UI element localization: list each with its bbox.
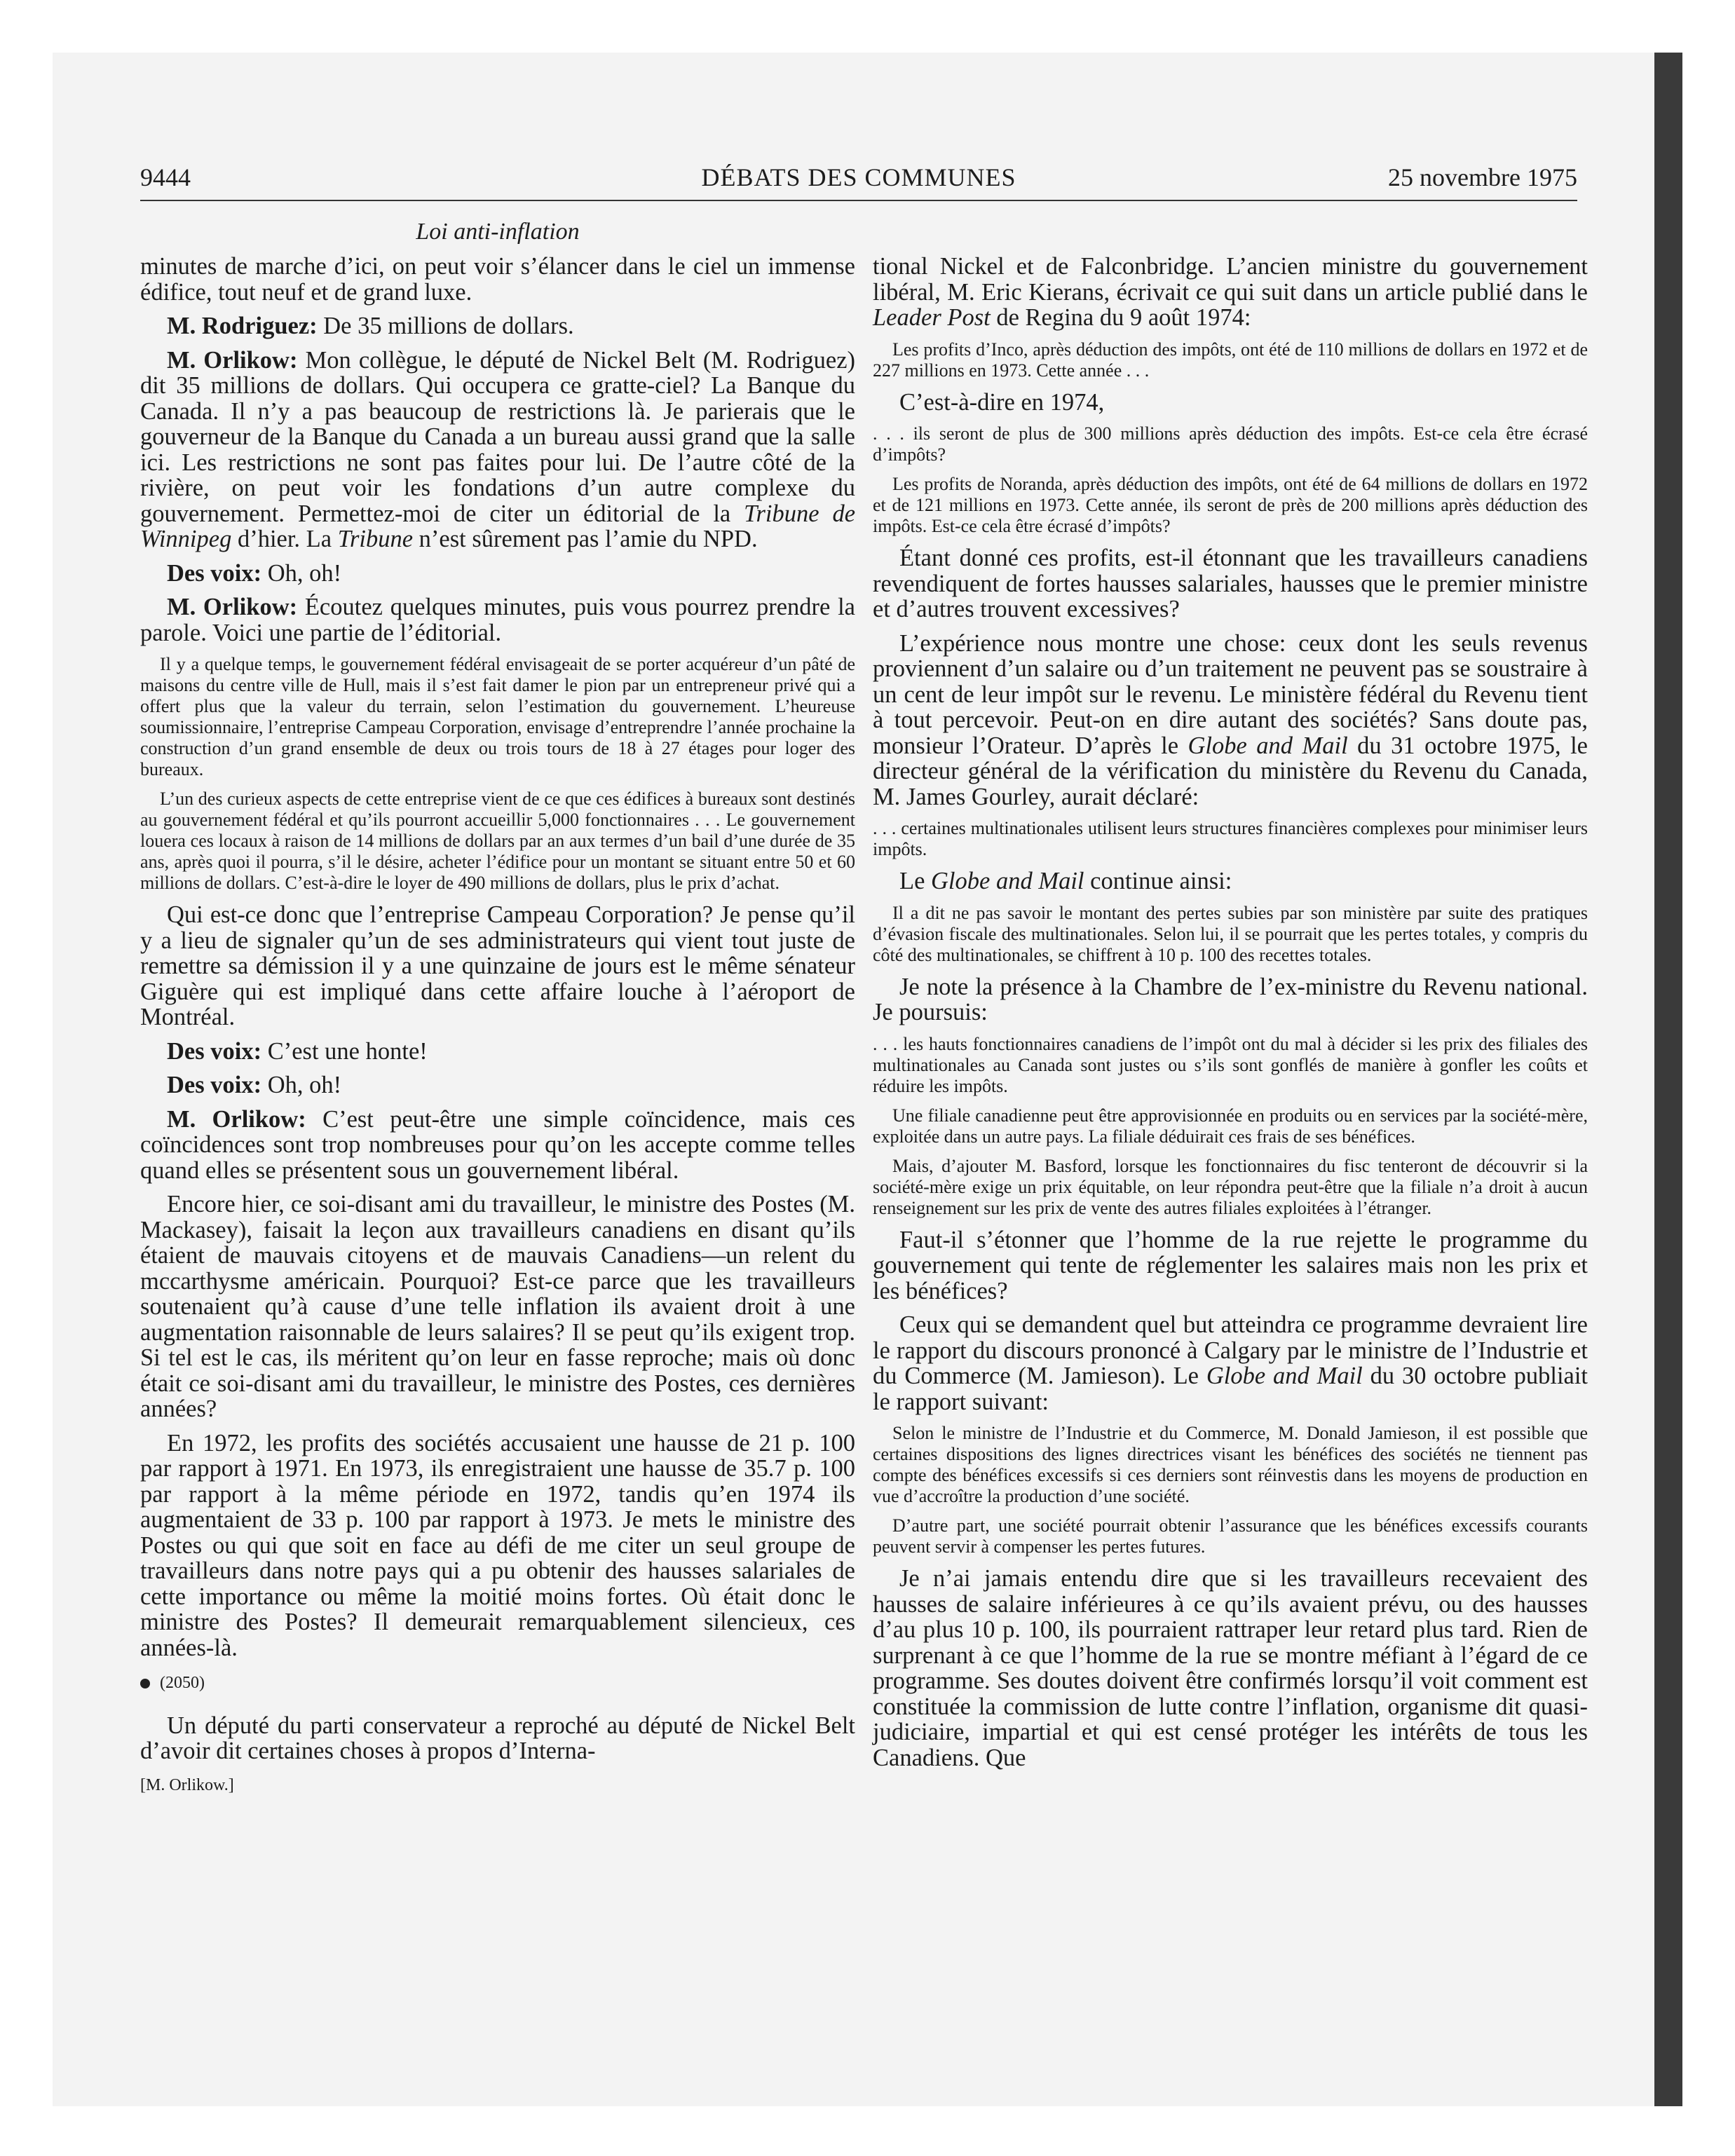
- paragraph: minutes de marche d’ici, on peut voir s’élancer dans le ciel un immense édifice, tout neuf et de grand luxe.: [140, 253, 855, 306]
- speech: [140, 1107, 855, 1184]
- speaker-name: M. Orlikow:: [167, 1105, 306, 1133]
- speech-text: Oh, oh!: [267, 1072, 342, 1098]
- quotation: L’un des curieux aspects de cette entreprise vient de ce que ces édifices à bureaux sont destinés au gouvernement fédéral et qu’ils pourront accueillir 5,000 fonctionnaires . . . Le gouvernement louera ces locaux à raison de 14 millions de dollars par an aux termes d’un bail d’une durée de 35 ans, après quoi il pourra, s’il le désire, acheter l’édifice pour un montant se situant entre 50 et 60 millions de dollars. C’est-à-dire le loyer de 490 millions de dollars, plus le prix d’achat.: [140, 789, 855, 893]
- speaker-name: Des voix:: [167, 1037, 262, 1065]
- paragraph-text: Le: [899, 868, 925, 894]
- page-number: 9444: [140, 163, 191, 191]
- speaker-attribution: [M. Orlikow.]: [140, 1775, 234, 1794]
- italic-title: Tribune de Winnipeg: [140, 500, 856, 552]
- scan-edge-shadow: [1654, 53, 1682, 2106]
- paragraph: [873, 1312, 1588, 1414]
- paragraph-text: L’expérience nous montre une chose: ceux dont les seuls revenus proviennent d’un salaire ou d’un traitement ne peuvent pas se soustraire à un cent de leur impôt sur le revenu. Le ministère fédéral du Revenu tient à tout percevoir. Peut-on en dire autant des sociétés? Sans doute pas, monsieur l’Orateur. D’après le: [873, 629, 1588, 759]
- paragraph: Qui est-ce donc que l’entreprise Campeau Corporation? Je pense qu’il y a lieu de signaler qu’un de ses administrateurs qui vient tout juste de remettre sa démission il y a une quinzaine de jours est le même sénateur Giguère qui est impliqué dans cette affaire louche à l’aéroport de Montréal.: [140, 901, 855, 1030]
- publication-date: 25 novembre 1975: [1388, 163, 1577, 191]
- italic-title: Globe and Mail: [1206, 1363, 1363, 1389]
- quotation: D’autre part, une société pourrait obtenir l’assurance que les bénéfices excessifs courants peuvent servir à compenser les pertes futures.: [873, 1515, 1588, 1557]
- quotation: . . . ils seront de plus de 300 millions après déduction des impôts. Est-ce cela être écrasé d’impôts?: [873, 423, 1588, 465]
- time-marker-text: (2050): [160, 1674, 205, 1692]
- paragraph: Encore hier, ce soi-disant ami du travailleur, le ministre des Postes (M. Mackasey), faisait la leçon aux travailleurs canadiens en disant qu’ils étaient de mauvais citoyens et de mauvais Canadiens—un relent du mccarthysme américain. Pourquoi? Est-ce parce que les travailleurs soutenaient qu’à cause d’une telle inflation ils avaient droit à une augmentation raisonnable de leurs salaires? Il se peut qu’ils exigent trop. Si tel est le cas, ils méritent qu’on leur en fasse reproche; mais où donc était ce soi-disant ami du travailleur, le ministre des Postes, ces dernières années?: [140, 1191, 855, 1422]
- speaker-name: M. Orlikow:: [167, 594, 298, 620]
- speech-text: Mon collègue, le député de Nickel Belt (M. Rodriguez) dit 35 millions de dollars. Qui occupera ce gratte-ciel? La Banque du Canada. Il n’y a pas beaucoup de restrictions là. Je parierais que le gouverneur de la Banque du Canada a un bureau aussi grand que la salle ici. Les restrictions ne sont pas faites pour lui. De l’autre côté de la rivière, on peut voir les fondations d’un autre complexe du gouvernement. Permettez-moi de citer un éditorial de la: [140, 346, 856, 527]
- page-header: [140, 163, 1577, 205]
- speech-text: n’est sûrement pas l’amie du NPD.: [419, 526, 758, 552]
- speaker-name: M. Rodriguez:: [167, 313, 318, 339]
- speech-text: C’est peut-être une simple coïncidence, mais ces coïncidences sont trop nombreuses pour qu’on les accepte comme telles quand elles se présentent sous un gouvernement libéral.: [140, 1105, 855, 1184]
- quotation: Il y a quelque temps, le gouvernement fédéral envisageait de se porter acquéreur d’un pâté de maisons du centre ville de Hull, mais il s’est fait damer le pion par un entrepreneur privé qui a offert plus que la valeur du terrain, selon l’estimation du gouvernement. L’heureuse soumissionnaire, l’entreprise Campeau Corporation, envisage d’entreprendre l’année prochaine la construction d’un grand ensemble de deux ou trois tours de 18 à 27 étages pour loger des bureaux.: [140, 654, 855, 779]
- paragraph: Je note la présence à la Chambre de l’ex-ministre du Revenu national. Je poursuis:: [873, 973, 1588, 1025]
- subject-heading: Loi anti-inflation: [416, 219, 580, 245]
- speech: [140, 1039, 855, 1065]
- italic-title: Globe and Mail: [931, 868, 1084, 894]
- paragraph: [873, 254, 1588, 331]
- speech-text: Écoutez quelques minutes, puis vous pourrez prendre la parole. Voici une partie de l’éditorial.: [140, 594, 855, 646]
- paragraph: En 1972, les profits des sociétés accusaient une hausse de 21 p. 100 par rapport à 1971. En 1973, ils enregistraient une hausse de 35.7 p. 100 par rapport à la même période en 1972, tandis qu’en 1974 ils augmentaient de 33 p. 100 par rapport à 1973. Je mets le ministre des Postes ou qui que soit en face au défi de me citer un seul groupe de travailleurs dans notre pays qui a pu obtenir des hausses salariales de cette importance ou même la moitié moins fortes. Où était donc le ministre des Postes? Il demeurait remarquablement silencieux, ces années-là.: [140, 1429, 855, 1661]
- italic-title: Globe and Mail: [1188, 732, 1348, 759]
- quotation: Selon le ministre de l’Industrie et du Commerce, M. Donald Jamieson, il est possible que certaines dispositions des lignes directrices visant les bénéfices des sociétés ne tiennent pas compte des bénéfices excessifs si ces derniers sont réinvestis dans les moyens de production en vue d’accroître la production d’une société.: [873, 1423, 1588, 1506]
- speaker-name: M. Orlikow:: [167, 346, 298, 374]
- quotation: . . . certaines multinationales utilisent leurs structures financières complexes pour minimiser leurs impôts.: [873, 818, 1588, 859]
- italic-title: Leader Post: [873, 304, 991, 331]
- paragraph-text: tional Nickel et de Falconbridge. L’ancien ministre du gouvernement libéral, M. Eric Kierans, écrivait ce qui suit dans un article publié dans le: [873, 253, 1588, 306]
- speaker-name: Des voix:: [167, 1072, 262, 1098]
- time-marker: [140, 1670, 855, 1696]
- paragraph: [873, 868, 1588, 894]
- paragraph-text: de Regina du 9 août 1974:: [996, 304, 1251, 331]
- quotation: Les profits d’Inco, après déduction des impôts, ont été de 110 millions de dollars en 1972 et de 227 millions en 1973. Cette année . . .: [873, 339, 1588, 381]
- paragraph-text: du 30 octobre publiait le rapport suivant:: [873, 1363, 1588, 1415]
- header-rule: [140, 200, 1577, 201]
- quotation: Il a dit ne pas savoir le montant des pertes subies par son ministère par suite des pratiques d’évasion fiscale des multinationales. Selon lui, il se pourrait que les pertes totales, y compris du côté des multinationales, se chiffrent à 10 p. 100 des recettes totales.: [873, 902, 1588, 965]
- speech-text: C’est une honte!: [267, 1037, 428, 1065]
- paragraph: Étant donné ces profits, est-il étonnant que les travailleurs canadiens revendiquent de fortes hausses salariales, hausses que le premier ministre et d’autres trouvent excessives?: [873, 545, 1588, 622]
- speech: [140, 561, 855, 587]
- paragraph-text: du 31 octobre 1975, le directeur général de la vérification du ministère du Revenu du Canada, M. James Gourley, aurait déclaré:: [873, 732, 1588, 810]
- quotation: Les profits de Noranda, après déduction des impôts, ont été de 64 millions de dollars en 1972 et de 121 millions en 1973. Cette année, ils seront de près de 200 millions après déduction des impôts. Est-ce cela être écrasé d’impôts?: [873, 474, 1588, 536]
- quotation: . . . les hauts fonctionnaires canadiens de l’impôt ont du mal à décider si les prix des filiales des multinationales au Canada sont justes ou s’ils sont gonflés de manière à gonfler les coûts et réduire les impôts.: [873, 1033, 1588, 1096]
- paragraph-text: Ceux qui se demandent quel but atteindra ce programme devraient lire le rapport du discours prononcé à Calgary par le ministre de l’Industrie et du Commerce (M. Jamieson). Le: [873, 1311, 1588, 1389]
- paragraph: [873, 631, 1588, 810]
- quotation: Une filiale canadienne peut être approvisionnée en produits ou en services par la société-mère, exploitée dans un autre pays. La filiale déduirait ces frais de ses bénéfices.: [873, 1105, 1588, 1147]
- bullet-dot-icon: [140, 1679, 150, 1688]
- quotation: Mais, d’ajouter M. Basford, lorsque les fonctionnaires du fisc tenteront de découvrir si la société-mère exige un prix équitable, on leur répondra peut-être que la filiale n’a droit à aucun renseignement sur les prix de vente des autres filiales exploitées à l’étranger.: [873, 1155, 1588, 1218]
- paragraph: Faut-il s’étonner que l’homme de la rue rejette le programme du gouvernement qui tente de réglementer les salaires mais non les prix et les bénéfices?: [873, 1226, 1588, 1304]
- paragraph: Un député du parti conservateur a reproché au député de Nickel Belt d’avoir dit certaines choses à propos d’Interna-: [140, 1712, 855, 1764]
- speech-text: d’hier. La: [237, 526, 332, 552]
- paragraph-text: continue ainsi:: [1090, 868, 1232, 894]
- speech: [140, 1072, 855, 1098]
- speech-text: De 35 millions de dollars.: [323, 313, 574, 339]
- speech: [140, 313, 855, 339]
- paragraph: C’est-à-dire en 1974,: [899, 388, 1105, 416]
- speaker-name: Des voix:: [167, 559, 262, 587]
- publication-title: DÉBATS DES COMMUNES: [701, 163, 1016, 191]
- left-column: [140, 254, 855, 1798]
- paragraph: Je n’ai jamais entendu dire que si les travailleurs recevaient des hausses de salaire inférieures à ce qu’ils avaient prévu, ou des hausses d’au plus 10 p. 100, ils pourraient rattraper leur retard plus tard. Rien de surprenant à ce que l’homme de la rue se montre méfiant à l’égard de ce programme. Ses doutes doivent être confirmés lorsqu’il voit comment est constituée la commission de lutte contre l’inflation, organisme dit quasi-judiciaire, impartial et qui est censé protéger les intérêts de tous les Canadiens. Que: [873, 1565, 1588, 1771]
- speech-text: Oh, oh!: [267, 559, 342, 587]
- speech: [140, 348, 855, 552]
- italic-title: Tribune: [337, 526, 414, 552]
- speech: [140, 594, 855, 646]
- right-column: [873, 254, 1588, 1779]
